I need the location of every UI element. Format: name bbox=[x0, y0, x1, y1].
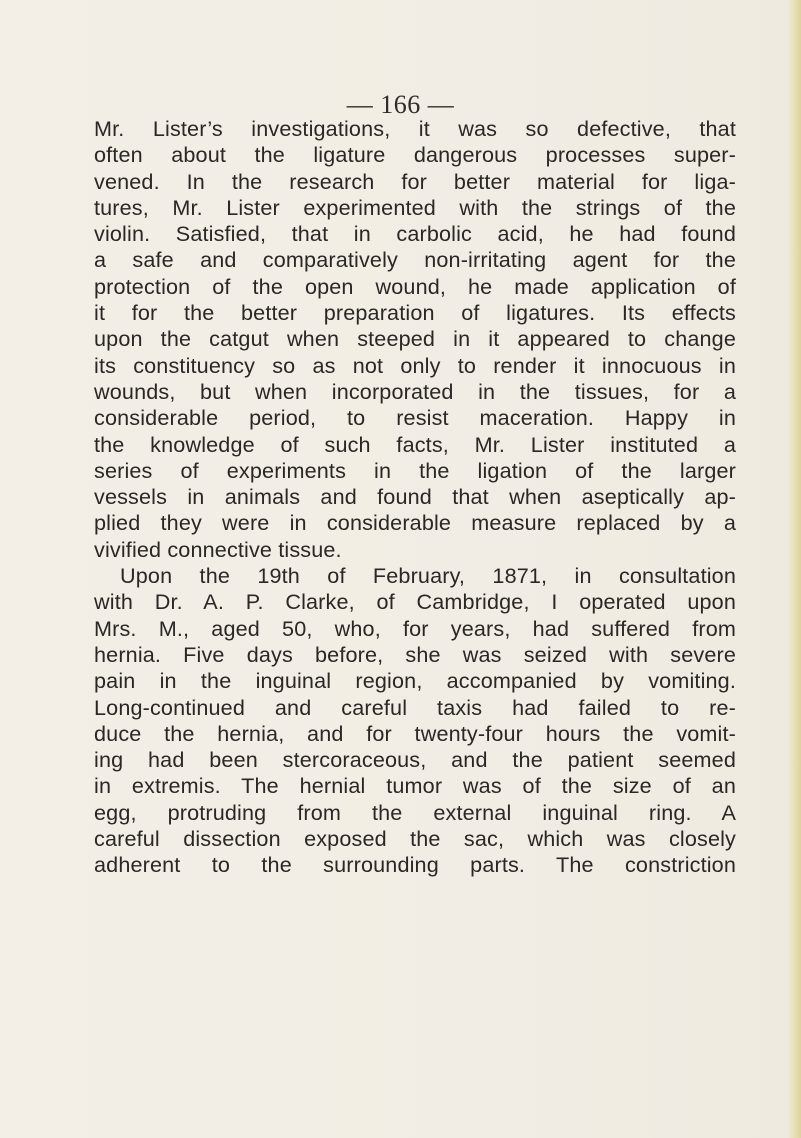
text-line: careful dissection exposed the sac, which was closely bbox=[94, 826, 736, 852]
text-line: protection of the open wound, he made application of bbox=[94, 273, 736, 299]
text-line: it for the better preparation of ligatures. Its effects bbox=[94, 300, 736, 326]
text-line: pain in the inguinal region, accompanied by vomiting. bbox=[94, 668, 736, 694]
text-line: hernia. Five days before, she was seized with severe bbox=[94, 641, 736, 667]
text-line: often about the ligature dangerous processes super- bbox=[94, 142, 736, 168]
text-line: wounds, but when incorporated in the tissues, for a bbox=[94, 378, 736, 404]
body-text bbox=[94, 116, 736, 879]
text-line: vessels in animals and found that when aseptically ap- bbox=[94, 484, 736, 510]
text-line: Mrs. M., aged 50, who, for years, had suffered from bbox=[94, 615, 736, 641]
paragraph-start-line: Upon the 19th of February, 1871, in consultation bbox=[120, 563, 736, 589]
text-line: Long-continued and careful taxis had failed to re- bbox=[94, 694, 736, 720]
text-line: with Dr. A. P. Clarke, of Cambridge, I operated upon bbox=[94, 589, 736, 615]
text-line: series of experiments in the ligation of the larger bbox=[94, 457, 736, 483]
text-line: vened. In the research for better material for liga- bbox=[94, 168, 736, 194]
page-number: — 166 — bbox=[346, 90, 455, 119]
text-line: in extremis. The hernial tumor was of the size of an bbox=[94, 773, 736, 799]
text-line: egg, protruding from the external inguinal ring. A bbox=[94, 799, 736, 825]
text-line: considerable period, to resist maceration. Happy in bbox=[94, 405, 736, 431]
paragraph-end-line: vivified connective tissue. bbox=[94, 536, 342, 562]
text-line: adherent to the surrounding parts. The constriction bbox=[94, 852, 736, 878]
text-line: ing had been stercoraceous, and the patient seemed bbox=[94, 747, 736, 773]
text-line: its constituency so as not only to render it innocuous in bbox=[94, 352, 736, 378]
text-line: a safe and comparatively non-irritating agent for the bbox=[94, 247, 736, 273]
text-line: upon the catgut when steeped in it appeared to change bbox=[94, 326, 736, 352]
page-edge bbox=[787, 0, 801, 1138]
text-line: plied they were in considerable measure replaced by a bbox=[94, 510, 736, 536]
text-line: tures, Mr. Lister experimented with the strings of the bbox=[94, 194, 736, 220]
text-line: violin. Satisfied, that in carbolic acid, he had found bbox=[94, 221, 736, 247]
text-line: the knowledge of such facts, Mr. Lister instituted a bbox=[94, 431, 736, 457]
text-line: Mr. Lister’s investigations, it was so defective, that bbox=[94, 116, 736, 141]
text-line: duce the hernia, and for twenty-four hours the vomit- bbox=[94, 720, 736, 746]
